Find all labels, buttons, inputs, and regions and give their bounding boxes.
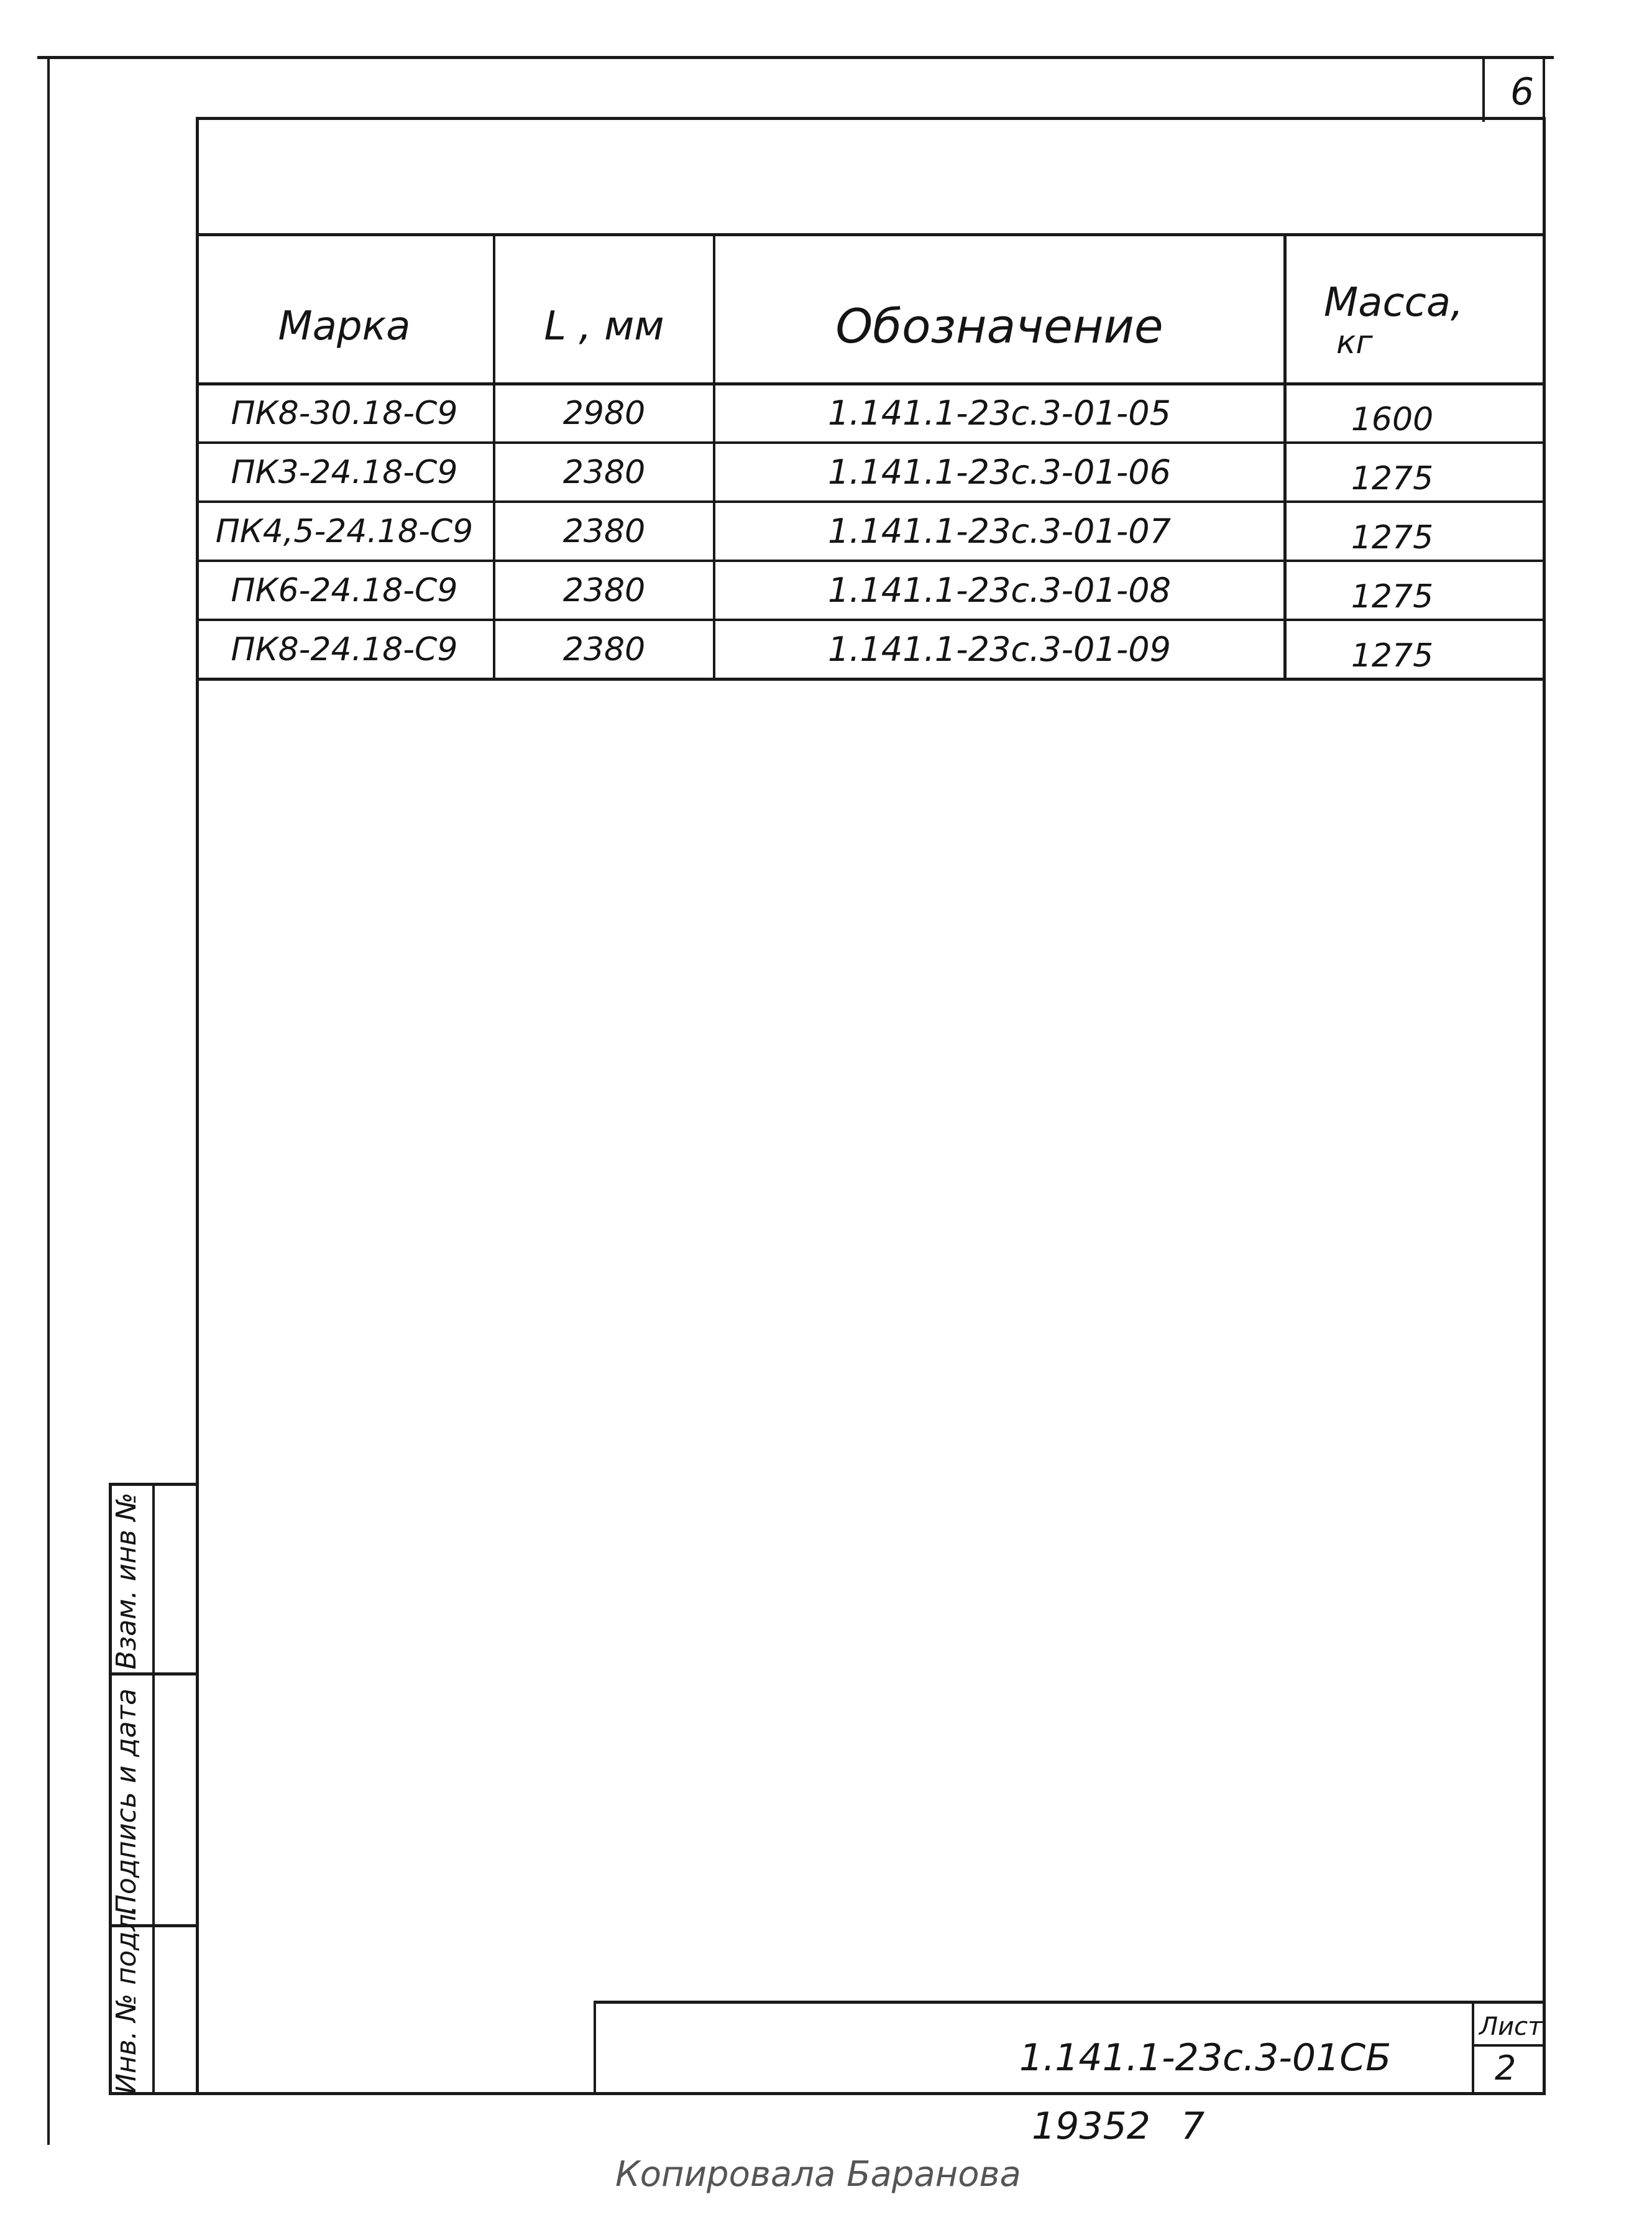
row-length: 2980	[562, 395, 646, 432]
row-length: 2380	[562, 630, 646, 668]
header-mass-line2: кг	[1336, 324, 1373, 361]
side-stamp	[109, 1483, 196, 2095]
title-block-left-line	[594, 2001, 596, 2095]
row-mass: 1600	[1351, 401, 1434, 438]
row-mark: ПК8-30.18-С9	[231, 395, 458, 432]
corner-box-left	[1482, 56, 1485, 122]
table-row	[196, 621, 1546, 678]
side-stamp-sep-1	[112, 1672, 199, 1675]
side-stamp-divider	[152, 1486, 155, 2095]
row-length: 2380	[562, 512, 646, 550]
row-designation: 1.141.1-23с.3-01-08	[828, 570, 1171, 610]
archive-number: 19352	[1032, 2104, 1150, 2148]
row-mass: 1275	[1351, 578, 1434, 615]
header-designation: Обозначение	[835, 298, 1163, 354]
page-number: 7	[1181, 2104, 1205, 2148]
row-mark: ПК4,5-24.18-С9	[215, 512, 474, 550]
row-mark: ПК6-24.18-С9	[231, 571, 458, 609]
copied-by: Копировала Баранова	[615, 2154, 1021, 2195]
row-length: 2380	[562, 571, 646, 609]
title-block-sheet-sep	[1472, 2044, 1546, 2047]
side-stamp-field-original: Инв. № подл.	[111, 1905, 142, 2094]
header-mass	[1287, 258, 1546, 382]
table-row	[196, 385, 1546, 441]
sheet-number: 2	[1495, 2049, 1517, 2088]
header-length: L , мм	[544, 303, 664, 349]
sheet-corner-number: 6	[1510, 70, 1535, 114]
row-length: 2380	[562, 453, 646, 491]
title-block-sheet-divider	[1472, 2001, 1474, 2095]
sheet-label: Лист	[1479, 2012, 1543, 2041]
row-mass: 1275	[1351, 519, 1434, 556]
row-designation: 1.141.1-23с.3-01-05	[828, 394, 1171, 433]
outer-left-border	[47, 56, 50, 2145]
side-stamp-field-replacement: Взам. инв №	[111, 1492, 142, 1670]
document-code: 1.141.1-23с.3-01СБ	[1019, 2036, 1392, 2080]
header-mark: Марка	[278, 303, 411, 349]
row-designation: 1.141.1-23с.3-01-07	[828, 511, 1171, 551]
row-designation: 1.141.1-23с.3-01-06	[828, 452, 1171, 492]
table-row	[196, 503, 1546, 560]
row-mark: ПК3-24.18-С9	[231, 453, 458, 491]
specification-table	[196, 233, 1546, 681]
title-block-top-line	[594, 2001, 1546, 2004]
table-row	[196, 444, 1546, 500]
table-row	[196, 562, 1546, 619]
table-top-line	[196, 233, 1546, 236]
side-stamp-field-signature: Подпись и дата	[111, 1688, 142, 1915]
header-mass-line1: Масса,	[1324, 280, 1464, 326]
row-mark: ПК8-24.18-С9	[231, 630, 458, 668]
outer-top-border	[37, 56, 1554, 59]
row-mass: 1275	[1351, 459, 1434, 497]
row-designation: 1.141.1-23с.3-01-09	[828, 629, 1171, 669]
row-mass: 1275	[1351, 637, 1434, 675]
